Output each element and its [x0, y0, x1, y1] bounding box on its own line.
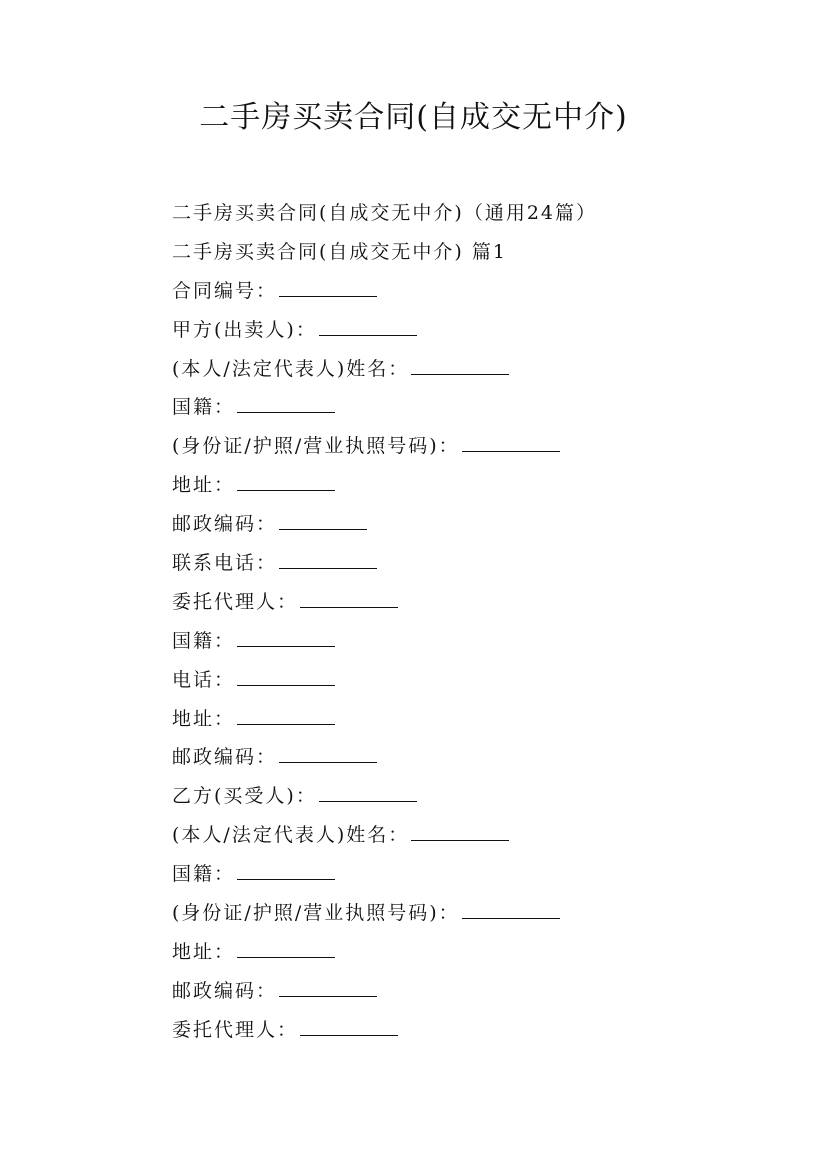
- document-body: [172, 194, 792, 1050]
- field-label: 乙方(买受人)：: [172, 785, 317, 808]
- form-field-line: [172, 738, 792, 777]
- form-field-line: [172, 933, 792, 972]
- form-field-line: [172, 816, 792, 855]
- fill-in-blank: [300, 606, 398, 608]
- field-label: 地址：: [172, 940, 236, 963]
- form-field-line: [172, 777, 792, 816]
- field-label: (本人/法定代表人)姓名：: [172, 357, 410, 380]
- fill-in-blank: [279, 567, 377, 569]
- form-field-line: [172, 583, 792, 622]
- form-field-line: [172, 622, 792, 661]
- field-label: (本人/法定代表人)姓名：: [172, 824, 410, 847]
- fill-in-blank: [279, 295, 377, 297]
- fill-in-blank: [237, 645, 335, 647]
- field-label: (身份证/护照/营业执照号码)：: [172, 435, 460, 458]
- fill-in-blank: [411, 839, 509, 841]
- form-field-line: [172, 855, 792, 894]
- form-field-line: [172, 272, 792, 311]
- field-label: 委托代理人：: [172, 1018, 299, 1041]
- fill-in-blank: [279, 995, 377, 997]
- field-label: (身份证/护照/营业执照号码)：: [172, 902, 460, 925]
- field-label: 邮政编码：: [172, 746, 278, 769]
- field-label: 邮政编码：: [172, 979, 278, 1002]
- fill-in-blank: [411, 373, 509, 375]
- form-field-line: [172, 350, 792, 389]
- fill-in-blank: [237, 411, 335, 413]
- document-title: 二手房买卖合同(自成交无中介): [199, 100, 628, 135]
- form-field-line: [172, 700, 792, 739]
- field-label: 合同编号：: [172, 279, 278, 302]
- form-field-line: [172, 1011, 792, 1050]
- field-label: 委托代理人：: [172, 590, 299, 613]
- fill-in-blank: [237, 878, 335, 880]
- field-label: 甲方(出卖人)：: [172, 318, 317, 341]
- line-text: 二手房买卖合同(自成交无中介)（通用24篇）: [172, 202, 598, 224]
- fill-in-blank: [300, 1034, 398, 1036]
- fill-in-blank: [279, 761, 377, 763]
- form-field-line: [172, 544, 792, 583]
- form-field-line: [172, 505, 792, 544]
- fill-in-blank: [462, 450, 560, 452]
- fill-in-blank: [237, 723, 335, 725]
- field-label: 国籍：: [172, 863, 236, 886]
- form-field-line: [172, 388, 792, 427]
- field-label: 联系电话：: [172, 552, 278, 575]
- fill-in-blank: [237, 956, 335, 958]
- field-label: 地址：: [172, 474, 236, 497]
- field-label: 邮政编码：: [172, 513, 278, 536]
- form-field-line: [172, 311, 792, 350]
- fill-in-blank: [319, 334, 417, 336]
- form-field-line: [172, 661, 792, 700]
- fill-in-blank: [319, 800, 417, 802]
- form-field-line: [172, 466, 792, 505]
- fill-in-blank: [237, 489, 335, 491]
- form-field-line: [172, 427, 792, 466]
- field-label: 国籍：: [172, 396, 236, 419]
- fill-in-blank: [279, 528, 367, 530]
- form-field-line: [172, 894, 792, 933]
- document-line: [172, 194, 792, 233]
- fill-in-blank: [237, 684, 335, 686]
- fill-in-blank: [462, 917, 560, 919]
- field-label: 电话：: [172, 668, 236, 691]
- line-text: 二手房买卖合同(自成交无中介) 篇1: [172, 240, 507, 263]
- form-field-line: [172, 972, 792, 1011]
- field-label: 国籍：: [172, 629, 236, 652]
- document-line: [172, 233, 792, 272]
- field-label: 地址：: [172, 707, 236, 730]
